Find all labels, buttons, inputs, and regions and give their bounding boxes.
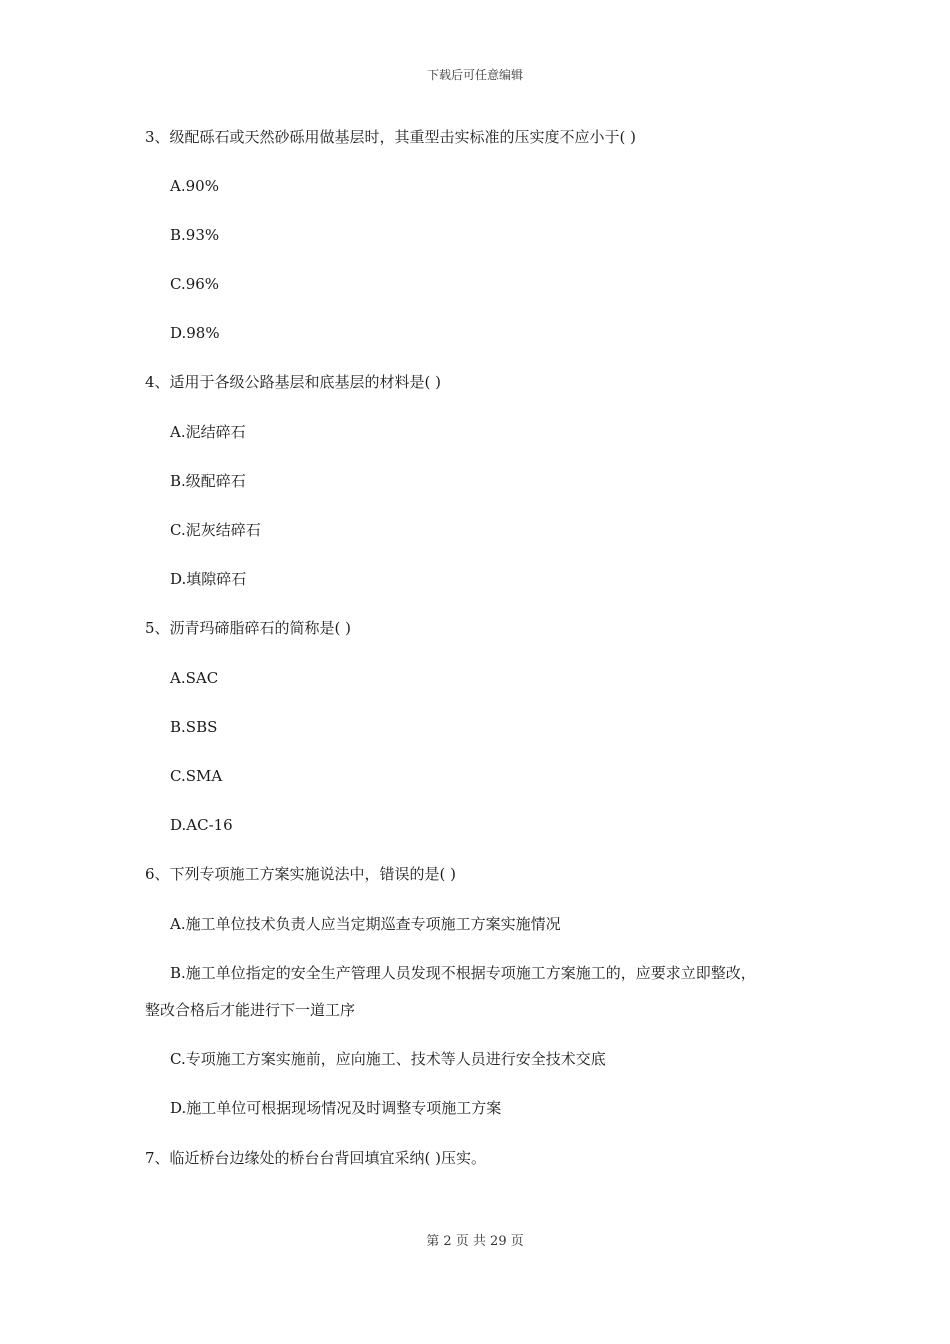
question-5-option-b: B.SBS [170, 718, 218, 736]
question-4-option-c: C.泥灰结碎石 [170, 521, 261, 539]
question-3-option-b: B.93% [170, 226, 220, 244]
question-3-option-a: A.90% [170, 177, 219, 195]
question-3-stem: 3、级配砾石或天然砂砾用做基层时，其重型击实标准的压实度不应小于( ) [145, 128, 637, 146]
question-6-option-d: D.施工单位可根据现场情况及时调整专项施工方案 [170, 1099, 502, 1117]
question-6-option-c: C.专项施工方案实施前，应向施工、技术等人员进行安全技术交底 [170, 1050, 606, 1068]
page-footer: 第 2 页 共 29 页 [426, 1234, 524, 1249]
page-header: 下载后可任意编辑 [426, 68, 523, 82]
question-4-stem: 4、适用于各级公路基层和底基层的材料是( ) [145, 373, 442, 391]
question-7-stem: 7、临近桥台边缘处的桥台台背回填宜采纳( )压实。 [145, 1149, 487, 1167]
question-6-stem: 6、下列专项施工方案实施说法中，错误的是( ) [145, 865, 457, 883]
question-6-option-b: B.施工单位指定的安全生产管理人员发现不根据专项施工方案施工的，应要求立即整改， [170, 964, 756, 982]
question-4-option-d: D.填隙碎石 [170, 570, 247, 588]
question-5-option-d: D.AC-16 [170, 816, 233, 834]
question-5-option-a: A.SAC [170, 669, 219, 687]
question-3-option-c: C.96% [170, 275, 220, 293]
question-3-option-d: D.98% [170, 324, 220, 342]
question-4-option-b: B.级配碎石 [170, 472, 246, 490]
question-5-option-c: C.SMA [170, 767, 223, 785]
question-4-option-a: A.泥结碎石 [170, 423, 246, 441]
question-5-stem: 5、沥青玛碲脂碎石的简称是( ) [145, 619, 352, 637]
question-6-option-a: A.施工单位技术负责人应当定期巡查专项施工方案实施情况 [170, 915, 561, 933]
question-6-option-b-continued: 整改合格后才能进行下一道工序 [145, 1001, 356, 1019]
